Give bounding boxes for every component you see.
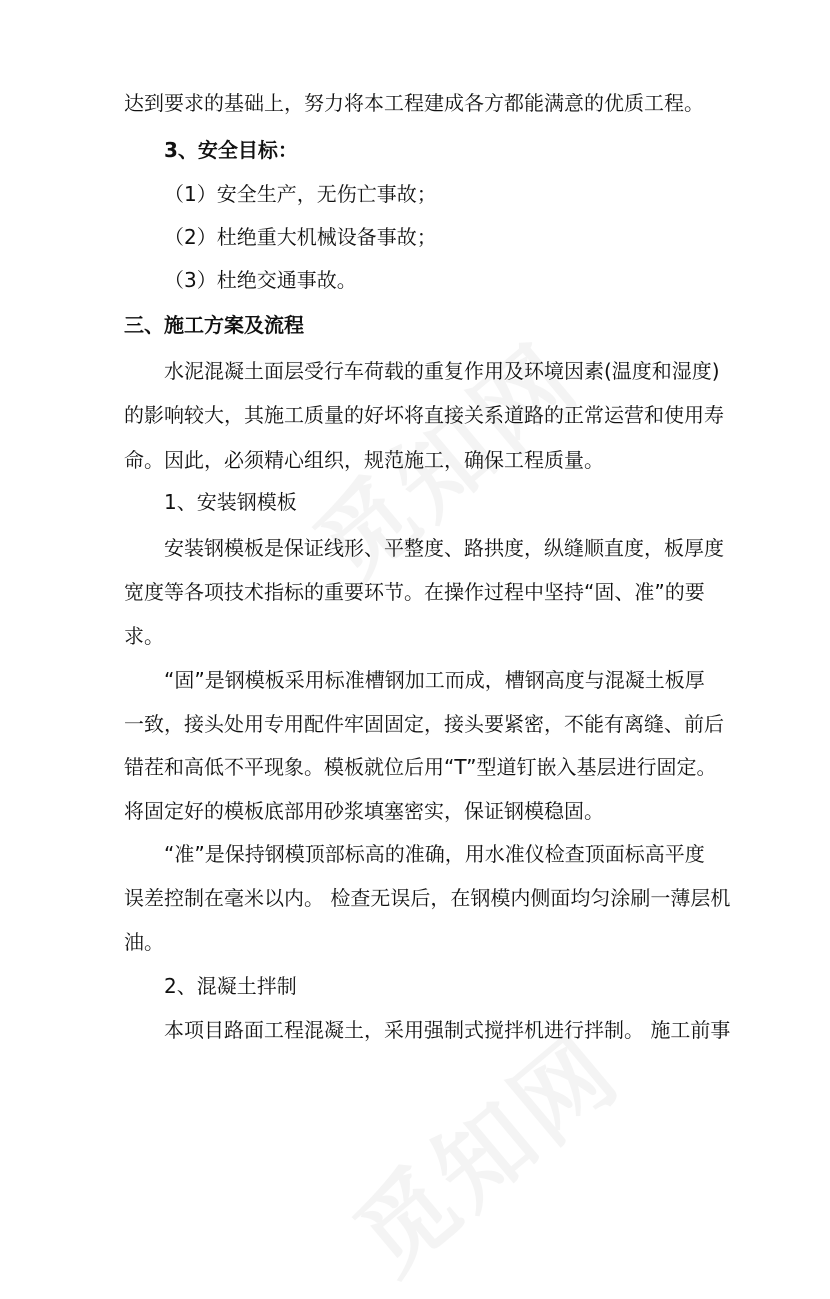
section-heading: 3、安全目标： [164, 138, 298, 162]
subsection-heading: 2、混凝土拌制 [164, 974, 297, 998]
text-line: 达到要求的基础上，努力将本工程建成各方都能满意的优质工程。 [124, 91, 704, 115]
text-line: 安装钢模板是保证线形、平整度、路拱度，纵缝顺直度，板厚度 [164, 536, 724, 560]
subsection-heading: 1、安装钢模板 [164, 490, 297, 514]
text-line: 命。因此，必须精心组织，规范施工，确保工程质量。 [124, 448, 604, 472]
text-line: “准”是保持钢模顶部标高的准确，用水准仪检查顶面标高平度 [164, 842, 705, 866]
text-line: 本项目路面工程混凝土，采用强制式搅拌机进行拌制。 施工前事 [164, 1018, 731, 1042]
text-line: 误差控制在毫米以内。 检查无误后，在钢模内侧面均匀涂刷一薄层机 [124, 886, 731, 910]
list-item: （1）安全生产，无伤亡事故； [164, 182, 437, 206]
list-item: （3）杜绝交通事故。 [164, 268, 357, 292]
chapter-heading: 三、施工方案及流程 [124, 313, 304, 337]
text-line: 将固定好的模板底部用砂浆填塞密实，保证钢模稳固。 [124, 799, 604, 823]
text-line: 的影响较大，其施工质量的好坏将直接关系道路的正常运营和使用寿 [124, 403, 724, 427]
text-line: 错茬和高低不平现象。模板就位后用“T”型道钉嵌入基层进行固定。 [124, 755, 717, 779]
list-item: （2）杜绝重大机械设备事故； [164, 225, 437, 249]
text-line: 宽度等各项技术指标的重要环节。在操作过程中坚持“固、准”的要 [124, 580, 705, 604]
text-line: 一致，接头处用专用配件牢固固定，接头要紧密，不能有离缝、前后 [124, 712, 724, 736]
text-line: “固”是钢模板采用标准槽钢加工而成，槽钢高度与混凝土板厚 [164, 668, 705, 692]
text-line: 油。 [124, 930, 164, 954]
text-line: 求。 [124, 624, 164, 648]
text-line: 水泥混凝土面层受行车荷载的重复作用及环境因素(温度和湿度) [164, 359, 720, 383]
